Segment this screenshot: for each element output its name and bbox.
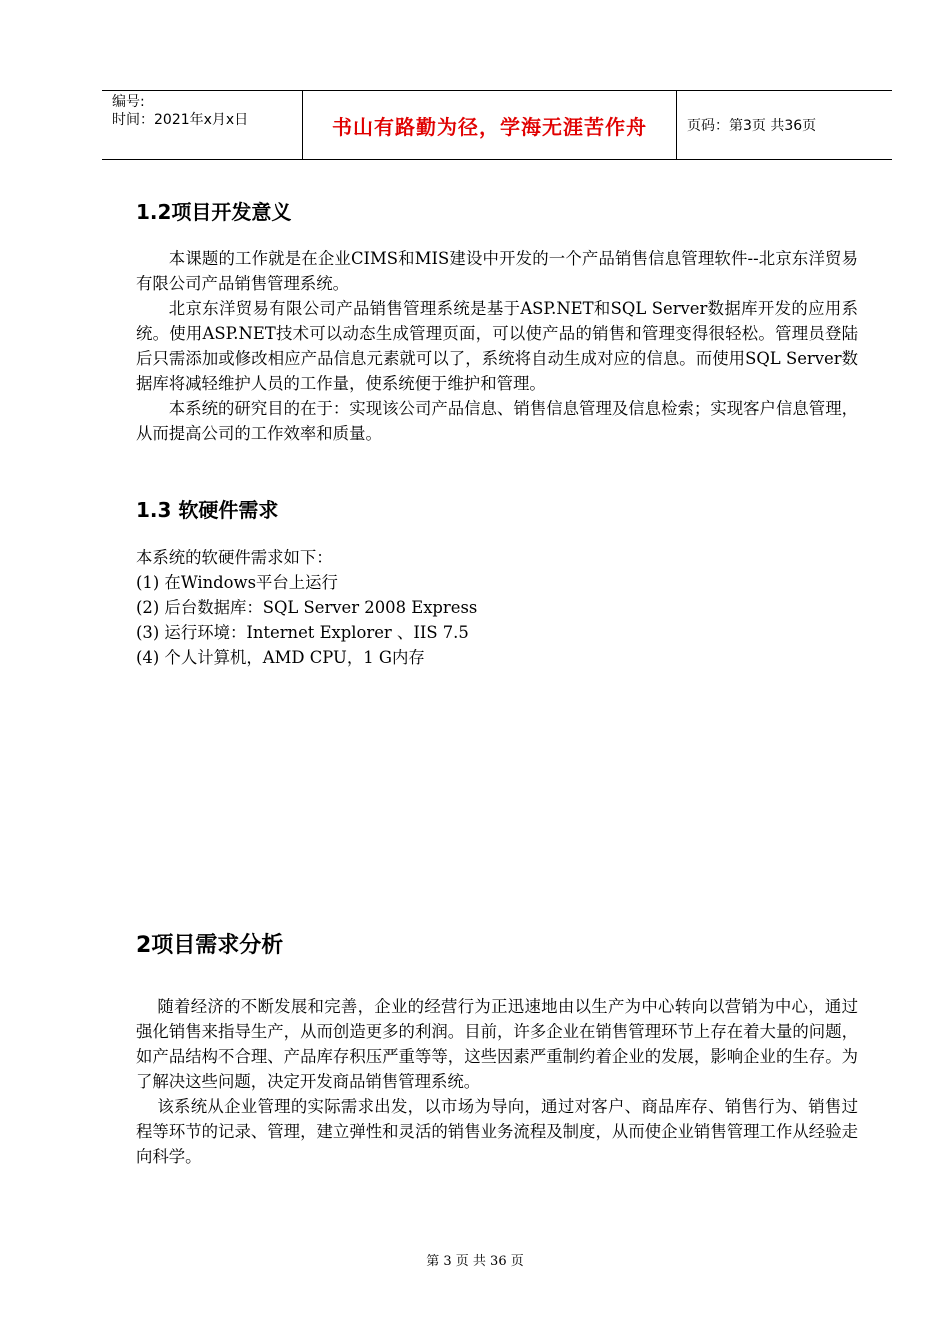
time-label: 时间：2021年x月x日 bbox=[112, 112, 249, 128]
requirements-intro: 本系统的软硬件需求如下： bbox=[136, 548, 333, 567]
number-label: 编号: bbox=[112, 94, 145, 110]
page-footer: 第 3 页 共 36 页 bbox=[426, 1254, 524, 1269]
paragraph: 该系统从企业管理的实际需求出发，以市场为导向，通过对客户、商品库存、销售行为、销售过程等环节的记录、管理，建立弹性和灵活的销售业务流程及制度，从而使企业销售管理工作从经验走向科学。 bbox=[136, 1097, 858, 1166]
page-header bbox=[102, 90, 892, 160]
paragraph: 随着经济的不断发展和完善，企业的经营行为正迅速地由以生产为中心转向以营销为中心，通过强化销售来指导生产，从而创造更多的利润。目前，许多企业在销售管理环节上存在着大量的问题，如产品结构不合理、产品库存积压严重等等，这些因素严重制约着企业的发展，影响企业的生存。为了解决这些问题，决定开发商品销售管理系统。 bbox=[136, 997, 858, 1091]
section-2-title: 2项目需求分析 bbox=[136, 933, 284, 958]
section-1-2-body bbox=[136, 246, 858, 446]
list-item: (3) 运行环境：Internet Explorer 、IIS 7.5 bbox=[136, 623, 469, 642]
paragraph: 北京东洋贸易有限公司产品销售管理系统是基于ASP.NET和SQL Server数据库开发的应用系统。使用ASP.NET技术可以动态生成管理页面，可以使产品的销售和管理变得很轻松。管理员登陆后只需添加或修改相应产品信息元素就可以了，系统将自动生成对应的信息。而使用SQL Server数据库将减轻维护人员的工作量，使系统便于维护和管理。 bbox=[136, 299, 858, 393]
header-meta bbox=[102, 91, 303, 159]
header-motto: 书山有路勤为径，学海无涯苦作舟 bbox=[303, 91, 677, 159]
header-page-info: 页码：第3页 共36页 bbox=[687, 118, 817, 134]
section-2-body bbox=[136, 994, 858, 1169]
paragraph: 本系统的研究目的在于：实现该公司产品信息、销售信息管理及信息检索；实现客户信息管理，从而提高公司的工作效率和质量。 bbox=[136, 399, 858, 443]
section-1-2-title: 1.2项目开发意义 bbox=[136, 200, 292, 224]
requirements-list bbox=[136, 545, 858, 670]
list-item: (2) 后台数据库：SQL Server 2008 Express bbox=[136, 598, 478, 617]
paragraph: 本课题的工作就是在企业CIMS和MIS建设中开发的一个产品销售信息管理软件--北京东洋贸易有限公司产品销售管理系统。 bbox=[136, 249, 858, 293]
list-item: (1) 在Windows平台上运行 bbox=[136, 573, 338, 592]
list-item: (4) 个人计算机，AMD CPU，1 G内存 bbox=[136, 648, 425, 667]
section-1-3-title: 1.3 软硬件需求 bbox=[136, 498, 279, 522]
